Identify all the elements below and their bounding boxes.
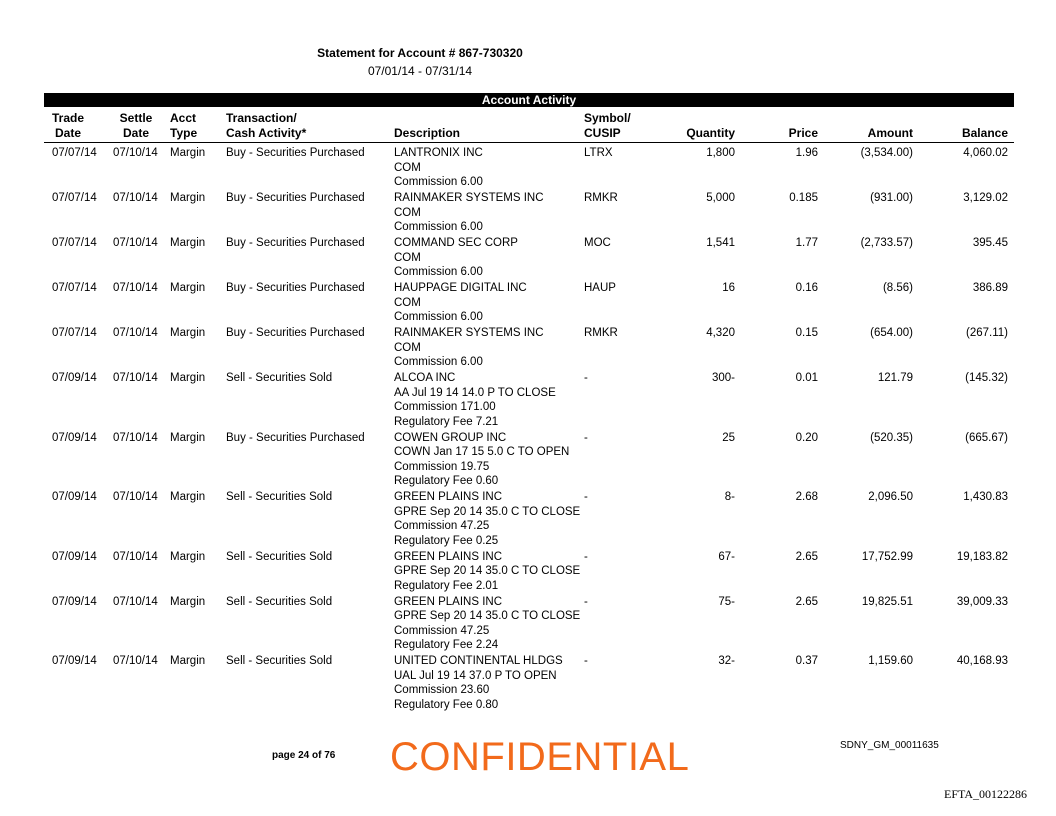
page-number: page 24 of 76 (272, 750, 336, 761)
description-line: Commission 6.00 (394, 266, 483, 278)
cell-amount: 121.79 (877, 372, 913, 384)
cell-transaction-type: Sell - Securities Sold (226, 372, 333, 384)
cell-transaction-type: Sell - Securities Sold (226, 491, 333, 503)
cell-trade-date: 07/09/14 (52, 372, 97, 384)
cell-acct-type: Margin (170, 491, 206, 503)
table-row (0, 236, 1056, 280)
cell-transaction-type: Buy - Securities Purchased (226, 282, 365, 294)
efta-number: EFTA_00122286 (944, 787, 1028, 801)
section-header-bar: Account Activity (44, 93, 1014, 107)
description-line: Commission 6.00 (394, 221, 483, 233)
cell-price: 0.185 (789, 192, 818, 204)
col-header-description: Description (394, 126, 461, 140)
table-row (0, 431, 1056, 489)
cell-settle-date: 07/10/14 (113, 327, 158, 339)
col-header-trade-date: Trade Date (51, 111, 84, 140)
cell-amount: (520.35) (870, 431, 913, 444)
cell-transaction-type: Buy - Securities Purchased (226, 431, 365, 444)
col-header-quantity: Quantity (686, 126, 735, 140)
description-line: Regulatory Fee 0.25 (394, 534, 499, 547)
cell-settle-date: 07/10/14 (113, 147, 158, 159)
activity-table-body (0, 146, 1056, 714)
description-line: GREEN PLAINS INC (394, 595, 502, 608)
cell-acct-type: Margin (170, 550, 206, 563)
description-line: Regulatory Fee 0.60 (394, 475, 499, 487)
description-line: COWN Jan 17 15 5.0 C TO OPEN (394, 446, 570, 458)
cell-symbol: RMKR (584, 327, 618, 339)
cell-symbol: - (584, 595, 588, 608)
cell-price: 0.37 (795, 655, 818, 667)
cell-amount: (654.00) (870, 327, 913, 339)
description-line: GREEN PLAINS INC (394, 550, 502, 563)
cell-quantity: 16 (722, 282, 735, 294)
cell-amount: 19,825.51 (861, 595, 913, 608)
cell-description (394, 236, 594, 280)
cell-acct-type: Margin (170, 655, 206, 667)
cell-price: 2.65 (795, 595, 818, 608)
description-line: Commission 6.00 (394, 176, 483, 188)
cell-trade-date: 07/07/14 (52, 192, 97, 204)
description-line: RAINMAKER SYSTEMS INC (394, 192, 544, 204)
description-line: UAL Jul 19 14 37.0 P TO OPEN (394, 669, 557, 682)
description-line: COM (394, 206, 421, 219)
cell-symbol: - (584, 372, 588, 384)
cell-settle-date: 07/10/14 (113, 192, 158, 204)
cell-balance: 386.89 (972, 282, 1008, 294)
cell-settle-date: 07/10/14 (113, 431, 158, 444)
cell-price: 0.20 (795, 431, 818, 444)
description-line: Commission 6.00 (394, 311, 483, 323)
cell-trade-date: 07/09/14 (52, 595, 97, 608)
cell-balance: 1,430.83 (963, 491, 1008, 503)
cell-price: 0.16 (795, 282, 818, 294)
description-line: LANTRONIX INC (394, 147, 483, 159)
cell-description (394, 490, 594, 548)
description-line: COM (394, 251, 421, 264)
description-line: Regulatory Fee 7.21 (394, 415, 499, 428)
cell-price: 2.65 (795, 550, 818, 563)
description-line: Commission 6.00 (394, 356, 483, 368)
cell-symbol: - (584, 550, 588, 563)
description-line: Commission 47.25 (394, 624, 490, 637)
table-row (0, 146, 1056, 190)
cell-balance: (267.11) (966, 327, 1008, 339)
cell-trade-date: 07/09/14 (52, 550, 97, 563)
cell-acct-type: Margin (170, 282, 206, 294)
cell-quantity: 32- (718, 655, 735, 667)
description-line: Regulatory Fee 2.24 (394, 639, 499, 651)
cell-balance: 39,009.33 (956, 595, 1008, 608)
col-header-acct-type: Acct Type (170, 111, 198, 140)
cell-quantity: 1,541 (706, 237, 735, 249)
bates-number: SDNY_GM_00011635 (840, 740, 939, 751)
table-row (0, 371, 1056, 429)
cell-quantity: 8- (724, 491, 735, 503)
cell-amount: (3,534.00) (860, 147, 913, 159)
cell-amount: 17,752.99 (861, 550, 913, 563)
cell-description (394, 191, 594, 235)
cell-quantity: 67- (718, 550, 735, 563)
cell-price: 1.77 (795, 237, 818, 249)
cell-quantity: 25 (722, 431, 735, 444)
cell-amount: (8.56) (882, 282, 913, 294)
cell-balance: 3,129.02 (963, 192, 1008, 204)
cell-description (394, 654, 594, 712)
cell-amount: (931.00) (870, 192, 913, 204)
cell-trade-date: 07/09/14 (52, 431, 97, 444)
cell-settle-date: 07/10/14 (113, 655, 158, 667)
cell-description (394, 146, 594, 190)
cell-acct-type: Margin (170, 431, 206, 444)
cell-symbol: HAUP (584, 282, 616, 294)
description-line: GPRE Sep 20 14 35.0 C TO CLOSE (394, 565, 581, 577)
cell-trade-date: 07/07/14 (52, 282, 97, 294)
statement-title: Statement for Account # 867-730320 (317, 46, 523, 60)
description-line: UNITED CONTINENTAL HLDGS (394, 655, 563, 667)
table-row (0, 490, 1056, 548)
description-line: HAUPPAGE DIGITAL INC (394, 282, 527, 294)
description-line: COWEN GROUP INC (394, 431, 507, 444)
description-line: GPRE Sep 20 14 35.0 C TO CLOSE (394, 505, 581, 518)
col-header-price: Price (788, 126, 818, 140)
cell-symbol: - (584, 431, 588, 444)
col-header-amount: Amount (867, 126, 913, 140)
cell-acct-type: Margin (170, 595, 206, 608)
description-line: ALCOA INC (394, 372, 456, 384)
cell-amount: 1,159.60 (868, 655, 913, 667)
cell-balance: (665.67) (965, 431, 1008, 444)
cell-symbol: LTRX (584, 147, 613, 159)
cell-description (394, 595, 594, 653)
description-line: COMMAND SEC CORP (394, 237, 518, 249)
confidential-stamp: CONFIDENTIAL (390, 735, 690, 779)
cell-transaction-type: Sell - Securities Sold (226, 595, 333, 608)
cell-description (394, 550, 594, 594)
cell-price: 1.96 (795, 147, 818, 159)
cell-acct-type: Margin (170, 327, 206, 339)
cell-balance: 40,168.93 (956, 655, 1008, 667)
cell-acct-type: Margin (170, 237, 206, 249)
description-line: GPRE Sep 20 14 35.0 C TO CLOSE (394, 610, 581, 622)
description-line: RAINMAKER SYSTEMS INC (394, 327, 544, 339)
statement-period: 07/01/14 - 07/31/14 (367, 64, 473, 78)
cell-balance: (145.32) (965, 372, 1008, 384)
cell-transaction-type: Buy - Securities Purchased (226, 192, 365, 204)
cell-price: 0.15 (795, 327, 818, 339)
cell-quantity: 300- (711, 372, 735, 384)
cell-trade-date: 07/07/14 (52, 327, 97, 339)
cell-transaction-type: Buy - Securities Purchased (226, 327, 365, 339)
cell-trade-date: 07/07/14 (52, 147, 97, 159)
description-line: Regulatory Fee 0.80 (394, 698, 499, 711)
description-line: AA Jul 19 14 14.0 P TO CLOSE (394, 386, 556, 399)
cell-symbol: RMKR (584, 192, 618, 204)
cell-settle-date: 07/10/14 (113, 237, 158, 249)
cell-trade-date: 07/07/14 (52, 237, 97, 249)
cell-quantity: 75- (718, 595, 735, 608)
cell-price: 0.01 (795, 372, 818, 384)
description-line: GREEN PLAINS INC (394, 491, 502, 503)
col-header-symbol: Symbol/ CUSIP (584, 111, 631, 140)
cell-acct-type: Margin (170, 192, 206, 204)
cell-transaction-type: Buy - Securities Purchased (226, 237, 365, 249)
description-line: Commission 47.25 (394, 520, 490, 532)
cell-trade-date: 07/09/14 (52, 491, 97, 503)
cell-acct-type: Margin (170, 147, 206, 159)
table-row (0, 595, 1056, 653)
description-line: COM (394, 341, 421, 354)
cell-settle-date: 07/10/14 (113, 372, 158, 384)
cell-description (394, 431, 594, 489)
description-line: Regulatory Fee 2.01 (394, 579, 499, 592)
cell-settle-date: 07/10/14 (113, 282, 158, 294)
cell-quantity: 5,000 (706, 192, 735, 204)
cell-quantity: 4,320 (706, 327, 735, 339)
description-line: COM (394, 296, 421, 309)
cell-transaction-type: Sell - Securities Sold (226, 655, 333, 667)
cell-balance: 4,060.02 (963, 147, 1008, 159)
cell-symbol: - (584, 655, 588, 667)
table-row (0, 191, 1056, 235)
cell-transaction-type: Sell - Securities Sold (226, 550, 333, 563)
cell-settle-date: 07/10/14 (113, 491, 158, 503)
cell-price: 2.68 (795, 491, 818, 503)
col-header-transaction: Transaction/ Cash Activity* (226, 111, 307, 140)
cell-description (394, 281, 594, 325)
cell-settle-date: 07/10/14 (113, 550, 158, 563)
description-line: Commission 19.75 (394, 460, 490, 473)
cell-acct-type: Margin (170, 372, 206, 384)
description-line: Commission 171.00 (394, 401, 496, 413)
cell-quantity: 1,800 (706, 147, 735, 159)
description-line: COM (394, 161, 421, 174)
table-row (0, 550, 1056, 594)
cell-amount: (2,733.57) (860, 237, 913, 249)
cell-symbol: MOC (584, 237, 611, 249)
header-rule (44, 142, 1014, 143)
cell-transaction-type: Buy - Securities Purchased (226, 147, 365, 159)
table-row (0, 654, 1056, 712)
table-row (0, 326, 1056, 370)
description-line: Commission 23.60 (394, 684, 490, 696)
table-row (0, 281, 1056, 325)
cell-description (394, 371, 594, 429)
cell-settle-date: 07/10/14 (113, 595, 158, 608)
cell-amount: 2,096.50 (868, 491, 913, 503)
cell-balance: 19,183.82 (956, 550, 1008, 563)
col-header-balance: Balance (961, 126, 1008, 140)
cell-symbol: - (584, 491, 588, 503)
cell-description (394, 326, 594, 370)
cell-balance: 395.45 (972, 237, 1008, 249)
col-header-settle-date: Settle Date (119, 111, 153, 140)
cell-trade-date: 07/09/14 (52, 655, 97, 667)
